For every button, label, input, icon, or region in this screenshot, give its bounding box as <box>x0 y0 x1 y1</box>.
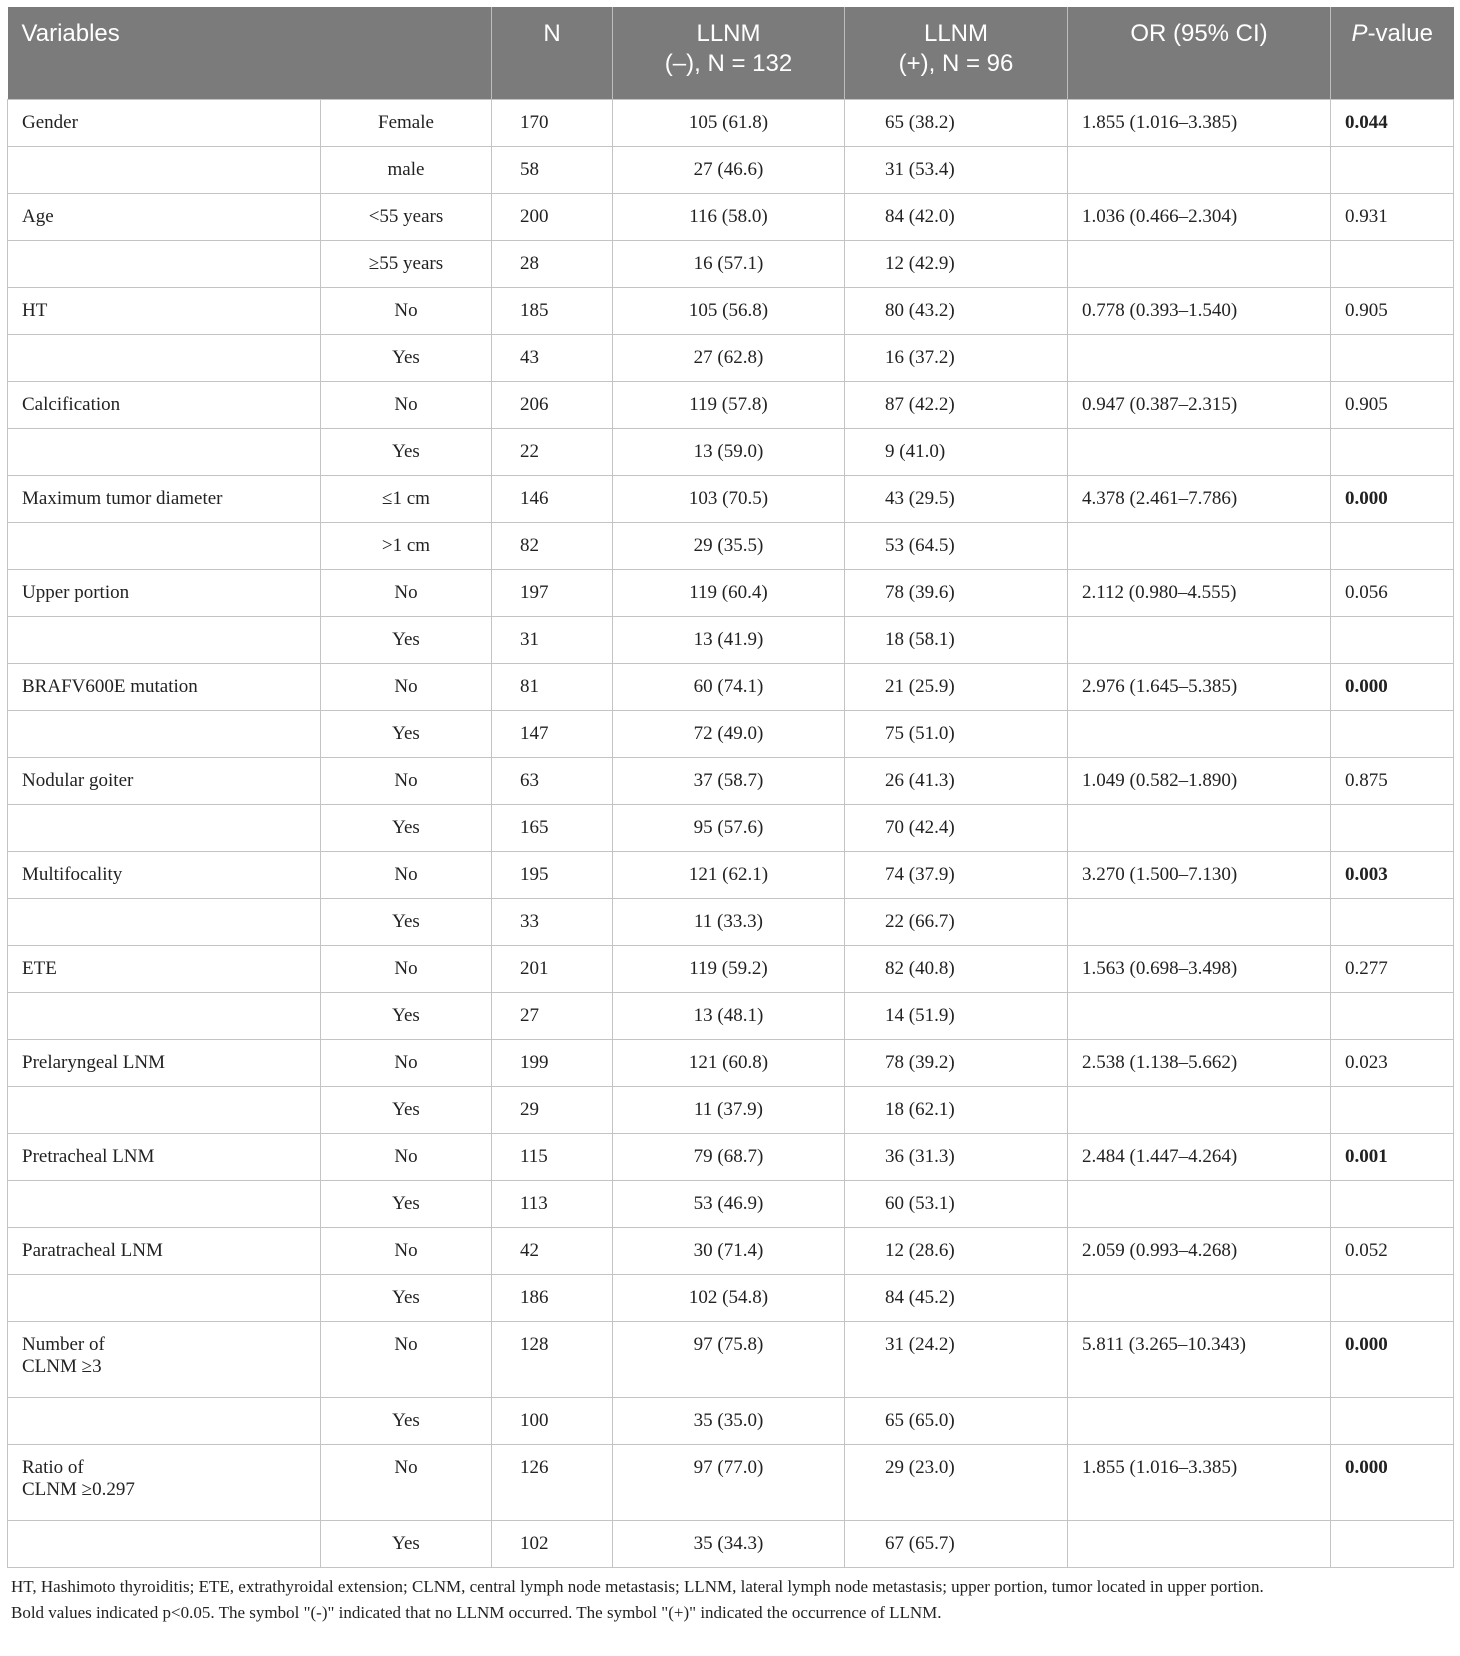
or-cell <box>1068 805 1331 852</box>
level-cell: No <box>321 1322 492 1398</box>
n-cell: 206 <box>492 382 613 429</box>
llnm-positive-cell: 70 (42.4) <box>845 805 1068 852</box>
variable-cell <box>8 993 321 1040</box>
p-value-cell: 0.000 <box>1331 1322 1454 1398</box>
llnm-negative-cell: 13 (41.9) <box>613 617 845 664</box>
table-row <box>8 476 1454 523</box>
n-cell: 43 <box>492 335 613 382</box>
n-cell: 27 <box>492 993 613 1040</box>
variable-cell: Gender <box>8 100 321 147</box>
table-row <box>8 664 1454 711</box>
variable-cell <box>8 1181 321 1228</box>
level-cell: Yes <box>321 429 492 476</box>
p-value-cell <box>1331 617 1454 664</box>
p-value-cell: 0.905 <box>1331 382 1454 429</box>
n-cell: 82 <box>492 523 613 570</box>
table-row <box>8 993 1454 1040</box>
n-cell: 199 <box>492 1040 613 1087</box>
llnm-negative-cell: 105 (56.8) <box>613 288 845 335</box>
llnm-positive-cell: 31 (24.2) <box>845 1322 1068 1398</box>
table-row <box>8 288 1454 335</box>
variable-cell <box>8 1275 321 1322</box>
variable-cell <box>8 805 321 852</box>
table-row <box>8 1445 1454 1521</box>
level-cell: Yes <box>321 1087 492 1134</box>
llnm-negative-cell: 16 (57.1) <box>613 241 845 288</box>
llnm-positive-cell: 31 (53.4) <box>845 147 1068 194</box>
n-cell: 100 <box>492 1398 613 1445</box>
header-row <box>8 7 1454 100</box>
or-cell: 1.563 (0.698–3.498) <box>1068 946 1331 993</box>
llnm-negative-cell: 13 (48.1) <box>613 993 845 1040</box>
llnm-negative-cell: 121 (60.8) <box>613 1040 845 1087</box>
p-value-cell <box>1331 993 1454 1040</box>
table-row <box>8 1398 1454 1445</box>
header-llnm-negative <box>613 7 845 100</box>
p-value-cell: 0.875 <box>1331 758 1454 805</box>
n-cell: 195 <box>492 852 613 899</box>
llnm-negative-cell: 97 (75.8) <box>613 1322 845 1398</box>
llnm-positive-cell: 84 (42.0) <box>845 194 1068 241</box>
llnm-negative-cell: 72 (49.0) <box>613 711 845 758</box>
or-cell <box>1068 241 1331 288</box>
or-cell: 1.036 (0.466–2.304) <box>1068 194 1331 241</box>
variable-cell <box>8 1398 321 1445</box>
llnm-positive-cell: 53 (64.5) <box>845 523 1068 570</box>
header-p-value <box>1331 7 1454 100</box>
or-cell: 0.947 (0.387–2.315) <box>1068 382 1331 429</box>
table-row <box>8 1521 1454 1568</box>
llnm-negative-cell: 29 (35.5) <box>613 523 845 570</box>
table-row <box>8 758 1454 805</box>
table-row <box>8 1040 1454 1087</box>
llnm-negative-cell: 97 (77.0) <box>613 1445 845 1521</box>
llnm-positive-cell: 18 (62.1) <box>845 1087 1068 1134</box>
llnm-positive-cell: 16 (37.2) <box>845 335 1068 382</box>
n-cell: 186 <box>492 1275 613 1322</box>
level-cell: Yes <box>321 335 492 382</box>
or-cell <box>1068 1398 1331 1445</box>
llnm-negative-cell: 103 (70.5) <box>613 476 845 523</box>
level-cell: No <box>321 1228 492 1275</box>
or-cell <box>1068 899 1331 946</box>
llnm-positive-cell: 22 (66.7) <box>845 899 1068 946</box>
n-cell: 170 <box>492 100 613 147</box>
variable-cell: ETE <box>8 946 321 993</box>
llnm-positive-cell: 12 (42.9) <box>845 241 1068 288</box>
n-cell: 22 <box>492 429 613 476</box>
variable-cell: Maximum tumor diameter <box>8 476 321 523</box>
llnm-negative-cell: 27 (62.8) <box>613 335 845 382</box>
p-value-cell: 0.000 <box>1331 1445 1454 1521</box>
llnm-positive-cell: 75 (51.0) <box>845 711 1068 758</box>
n-cell: 147 <box>492 711 613 758</box>
llnm-negative-cell: 53 (46.9) <box>613 1181 845 1228</box>
variable-cell: Prelaryngeal LNM <box>8 1040 321 1087</box>
llnm-negative-cell: 60 (74.1) <box>613 664 845 711</box>
level-cell: male <box>321 147 492 194</box>
header-llnm-positive-line1: LLNM <box>923 20 989 47</box>
n-cell: 200 <box>492 194 613 241</box>
header-or: OR (95% CI) <box>1068 7 1331 100</box>
table-container <box>7 7 1453 1626</box>
or-cell: 1.855 (1.016–3.385) <box>1068 1445 1331 1521</box>
n-cell: 197 <box>492 570 613 617</box>
llnm-negative-cell: 119 (60.4) <box>613 570 845 617</box>
llnm-positive-cell: 18 (58.1) <box>845 617 1068 664</box>
p-value-cell <box>1331 899 1454 946</box>
p-value-cell <box>1331 1275 1454 1322</box>
table-row <box>8 617 1454 664</box>
level-cell: ≥55 years <box>321 241 492 288</box>
llnm-positive-cell: 36 (31.3) <box>845 1134 1068 1181</box>
table-row <box>8 1087 1454 1134</box>
table-row <box>8 1228 1454 1275</box>
variable-cell <box>8 1087 321 1134</box>
level-cell: No <box>321 1134 492 1181</box>
llnm-negative-cell: 121 (62.1) <box>613 852 845 899</box>
table-row <box>8 523 1454 570</box>
or-cell <box>1068 147 1331 194</box>
variable-cell <box>8 429 321 476</box>
llnm-positive-cell: 78 (39.2) <box>845 1040 1068 1087</box>
header-n: N <box>492 7 613 100</box>
llnm-negative-cell: 37 (58.7) <box>613 758 845 805</box>
or-cell: 2.059 (0.993–4.268) <box>1068 1228 1331 1275</box>
table-footnote: HT, Hashimoto thyroiditis; ETE, extrathyroidal extension; CLNM, central lymph node metastasis; LLNM, lateral lymph node metastasis; upper portion, tumor located in upper portion. Bold values indicated p<0.05. The symbol "(-)" indicated that no LLNM occurred. The symbol "(+)" indicated the occurrence of LLNM. <box>11 1577 1264 1622</box>
level-cell: Yes <box>321 993 492 1040</box>
table-row <box>8 1134 1454 1181</box>
level-cell: No <box>321 1445 492 1521</box>
table-row <box>8 147 1454 194</box>
p-value-cell: 0.023 <box>1331 1040 1454 1087</box>
or-cell <box>1068 1087 1331 1134</box>
or-cell: 1.855 (1.016–3.385) <box>1068 100 1331 147</box>
level-cell: <55 years <box>321 194 492 241</box>
table-row <box>8 805 1454 852</box>
table-row <box>8 241 1454 288</box>
p-value-cell: 0.931 <box>1331 194 1454 241</box>
llnm-positive-cell: 84 (45.2) <box>845 1275 1068 1322</box>
variable-cell: Ratio of CLNM ≥0.297 <box>8 1445 321 1521</box>
p-value-cell: 0.277 <box>1331 946 1454 993</box>
llnm-positive-cell: 26 (41.3) <box>845 758 1068 805</box>
variable-cell: HT <box>8 288 321 335</box>
llnm-negative-cell: 35 (34.3) <box>613 1521 845 1568</box>
llnm-positive-cell: 82 (40.8) <box>845 946 1068 993</box>
table-row <box>8 1181 1454 1228</box>
or-cell: 4.378 (2.461–7.786) <box>1068 476 1331 523</box>
llnm-negative-cell: 11 (33.3) <box>613 899 845 946</box>
variable-cell <box>8 241 321 288</box>
n-cell: 165 <box>492 805 613 852</box>
p-value-cell: 0.905 <box>1331 288 1454 335</box>
n-cell: 42 <box>492 1228 613 1275</box>
table-row <box>8 570 1454 617</box>
or-cell: 2.484 (1.447–4.264) <box>1068 1134 1331 1181</box>
level-cell: Yes <box>321 1521 492 1568</box>
or-cell: 2.976 (1.645–5.385) <box>1068 664 1331 711</box>
table-row <box>8 711 1454 758</box>
variable-cell: Number of CLNM ≥3 <box>8 1322 321 1398</box>
table-body <box>8 100 1454 1568</box>
llnm-positive-cell: 21 (25.9) <box>845 664 1068 711</box>
or-cell <box>1068 993 1331 1040</box>
level-cell: No <box>321 852 492 899</box>
p-value-cell <box>1331 1521 1454 1568</box>
llnm-positive-cell: 78 (39.6) <box>845 570 1068 617</box>
or-cell <box>1068 1275 1331 1322</box>
p-value-cell <box>1331 1398 1454 1445</box>
llnm-negative-cell: 35 (35.0) <box>613 1398 845 1445</box>
llnm-positive-cell: 12 (28.6) <box>845 1228 1068 1275</box>
variable-cell <box>8 523 321 570</box>
llnm-positive-cell: 74 (37.9) <box>845 852 1068 899</box>
level-cell: No <box>321 946 492 993</box>
n-cell: 113 <box>492 1181 613 1228</box>
p-value-cell <box>1331 1181 1454 1228</box>
table-header <box>8 7 1454 100</box>
p-value-cell: 0.052 <box>1331 1228 1454 1275</box>
p-value-cell <box>1331 805 1454 852</box>
variable-cell: Upper portion <box>8 570 321 617</box>
level-cell: Female <box>321 100 492 147</box>
level-cell: Yes <box>321 617 492 664</box>
n-cell: 63 <box>492 758 613 805</box>
variable-cell <box>8 711 321 758</box>
table-row <box>8 194 1454 241</box>
n-cell: 31 <box>492 617 613 664</box>
or-cell <box>1068 335 1331 382</box>
header-p-rest: -value <box>1367 20 1433 47</box>
level-cell: >1 cm <box>321 523 492 570</box>
level-cell: No <box>321 570 492 617</box>
llnm-positive-cell: 60 (53.1) <box>845 1181 1068 1228</box>
table-row <box>8 429 1454 476</box>
p-value-cell <box>1331 147 1454 194</box>
variable-cell: Age <box>8 194 321 241</box>
or-cell <box>1068 523 1331 570</box>
p-value-cell: 0.044 <box>1331 100 1454 147</box>
table-row <box>8 899 1454 946</box>
or-cell <box>1068 1521 1331 1568</box>
p-value-cell: 0.000 <box>1331 476 1454 523</box>
or-cell: 1.049 (0.582–1.890) <box>1068 758 1331 805</box>
level-cell: ≤1 cm <box>321 476 492 523</box>
header-llnm-negative-line1: LLNM <box>696 20 761 47</box>
level-cell: Yes <box>321 1398 492 1445</box>
p-value-cell <box>1331 711 1454 758</box>
variable-cell: Nodular goiter <box>8 758 321 805</box>
level-cell: Yes <box>321 899 492 946</box>
table-row <box>8 335 1454 382</box>
llnm-positive-cell: 87 (42.2) <box>845 382 1068 429</box>
or-cell: 2.112 (0.980–4.555) <box>1068 570 1331 617</box>
header-llnm-positive <box>845 7 1068 100</box>
n-cell: 201 <box>492 946 613 993</box>
level-cell: Yes <box>321 805 492 852</box>
p-value-cell <box>1331 1087 1454 1134</box>
or-cell <box>1068 617 1331 664</box>
n-cell: 126 <box>492 1445 613 1521</box>
llnm-positive-cell: 29 (23.0) <box>845 1445 1068 1521</box>
llnm-negative-cell: 102 (54.8) <box>613 1275 845 1322</box>
llnm-positive-cell: 9 (41.0) <box>845 429 1068 476</box>
n-cell: 58 <box>492 147 613 194</box>
n-cell: 146 <box>492 476 613 523</box>
llnm-positive-cell: 43 (29.5) <box>845 476 1068 523</box>
n-cell: 128 <box>492 1322 613 1398</box>
p-value-cell <box>1331 429 1454 476</box>
or-cell: 5.811 (3.265–10.343) <box>1068 1322 1331 1398</box>
level-cell: No <box>321 1040 492 1087</box>
llnm-negative-cell: 105 (61.8) <box>613 100 845 147</box>
llnm-negative-cell: 30 (71.4) <box>613 1228 845 1275</box>
llnm-negative-cell: 119 (59.2) <box>613 946 845 993</box>
p-value-cell <box>1331 241 1454 288</box>
n-cell: 28 <box>492 241 613 288</box>
variable-cell: Paratracheal LNM <box>8 1228 321 1275</box>
llnm-negative-cell: 119 (57.8) <box>613 382 845 429</box>
table-row <box>8 1275 1454 1322</box>
variable-cell <box>8 1521 321 1568</box>
table-row <box>8 1322 1454 1398</box>
level-cell: Yes <box>321 711 492 758</box>
n-cell: 185 <box>492 288 613 335</box>
llnm-negative-cell: 116 (58.0) <box>613 194 845 241</box>
or-cell <box>1068 429 1331 476</box>
llnm-positive-cell: 67 (65.7) <box>845 1521 1068 1568</box>
or-cell: 0.778 (0.393–1.540) <box>1068 288 1331 335</box>
p-value-cell: 0.003 <box>1331 852 1454 899</box>
n-cell: 29 <box>492 1087 613 1134</box>
variable-cell <box>8 899 321 946</box>
p-value-cell <box>1331 335 1454 382</box>
llnm-positive-cell: 14 (51.9) <box>845 993 1068 1040</box>
llnm-positive-cell: 65 (38.2) <box>845 100 1068 147</box>
level-cell: No <box>321 758 492 805</box>
header-llnm-positive-line2: (+), N = 96 <box>898 50 1014 77</box>
p-value-cell: 0.001 <box>1331 1134 1454 1181</box>
level-cell: Yes <box>321 1181 492 1228</box>
llnm-positive-cell: 65 (65.0) <box>845 1398 1068 1445</box>
header-llnm-negative-line2: (–), N = 132 <box>664 50 793 77</box>
or-cell: 3.270 (1.500–7.130) <box>1068 852 1331 899</box>
level-cell: No <box>321 288 492 335</box>
llnm-negative-cell: 27 (46.6) <box>613 147 845 194</box>
p-value-cell: 0.056 <box>1331 570 1454 617</box>
llnm-negative-cell: 11 (37.9) <box>613 1087 845 1134</box>
llnm-positive-cell: 80 (43.2) <box>845 288 1068 335</box>
table-row <box>8 100 1454 147</box>
variable-cell <box>8 617 321 664</box>
n-cell: 115 <box>492 1134 613 1181</box>
table-row <box>8 852 1454 899</box>
p-value-cell: 0.000 <box>1331 664 1454 711</box>
header-variables: Variables <box>8 7 492 100</box>
level-cell: Yes <box>321 1275 492 1322</box>
table-row <box>8 382 1454 429</box>
n-cell: 102 <box>492 1521 613 1568</box>
variable-cell <box>8 147 321 194</box>
llnm-negative-cell: 79 (68.7) <box>613 1134 845 1181</box>
header-p-italic: P <box>1351 20 1368 47</box>
table-row <box>8 946 1454 993</box>
variable-cell <box>8 335 321 382</box>
n-cell: 33 <box>492 899 613 946</box>
or-cell: 2.538 (1.138–5.662) <box>1068 1040 1331 1087</box>
variable-cell: BRAFV600E mutation <box>8 664 321 711</box>
or-cell <box>1068 711 1331 758</box>
data-table <box>7 7 1454 1568</box>
level-cell: No <box>321 664 492 711</box>
variable-cell: Calcification <box>8 382 321 429</box>
variable-cell: Pretracheal LNM <box>8 1134 321 1181</box>
or-cell <box>1068 1181 1331 1228</box>
llnm-negative-cell: 13 (59.0) <box>613 429 845 476</box>
llnm-negative-cell: 95 (57.6) <box>613 805 845 852</box>
n-cell: 81 <box>492 664 613 711</box>
p-value-cell <box>1331 523 1454 570</box>
variable-cell: Multifocality <box>8 852 321 899</box>
level-cell: No <box>321 382 492 429</box>
